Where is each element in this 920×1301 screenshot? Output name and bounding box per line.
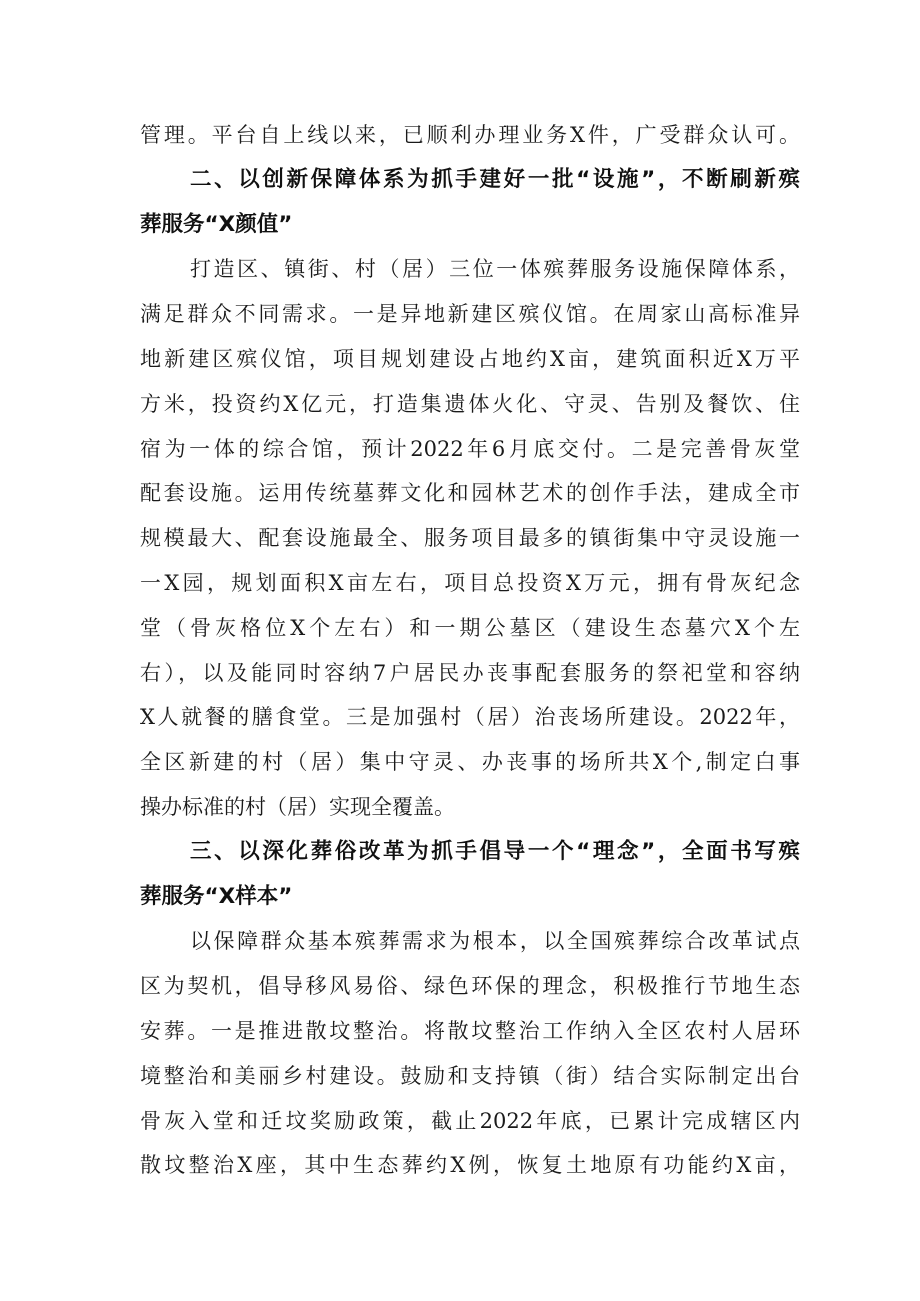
text-line: 堂（骨灰格位X个左右）和一期公墓区（建设生态墓穴X个左 bbox=[140, 615, 800, 640]
text-line: 操办标准的村（居）实现全覆盖。 bbox=[140, 794, 455, 819]
paragraph-funeral-reform bbox=[140, 919, 800, 1188]
paragraph-continuation bbox=[140, 113, 800, 158]
heading-line: 三、以深化葬俗改革为抓手倡导一个“理念”，全面书写殡 bbox=[190, 838, 800, 864]
text-line: 全区新建的村（居）集中守灵、办丧事的场所共X个,制定白事 bbox=[140, 750, 800, 775]
heading-line: 二、以创新保障体系为抓手建好一批“设施”，不断刷新殡 bbox=[190, 166, 800, 192]
section-heading-2 bbox=[140, 158, 800, 248]
paragraph-facilities bbox=[140, 247, 800, 829]
text-line: 地新建区殡仪馆，项目规划建设占地约X亩，建筑面积近X万平 bbox=[140, 346, 800, 371]
text-line: 区为契机，倡导移风易俗、绿色环保的理念，积极推行节地生态 bbox=[140, 974, 800, 999]
text-line: 以保障群众基本殡葬需求为根本，以全国殡葬综合改革试点 bbox=[190, 929, 800, 954]
text-line: X人就餐的膳食堂。三是加强村（居）治丧场所建设。2022年， bbox=[140, 705, 800, 730]
text-line: 规模最大、配套设施最全、服务项目最多的镇街集中守灵设施一 bbox=[140, 526, 800, 551]
text-line: 满足群众不同需求。一是异地新建区殡仪馆。在周家山高标准异 bbox=[140, 302, 800, 327]
text-line: 宿为一体的综合馆，预计2022年6月底交付。二是完善骨灰堂 bbox=[140, 436, 800, 461]
document-body bbox=[140, 113, 800, 1188]
text-line: 配套设施。运用传统墓葬文化和园林艺术的创作手法，建成全市 bbox=[140, 481, 800, 506]
text-line: 方米，投资约X亿元，打造集遗体火化、守灵、告别及餐饮、住 bbox=[140, 391, 800, 416]
text-line: 安葬。一是推进散坟整治。将散坟整治工作纳入全区农村人居环 bbox=[140, 1018, 800, 1043]
heading-line: 葬服务“X样本” bbox=[140, 883, 293, 909]
text-line: 境整治和美丽乡村建设。鼓励和支持镇（街）结合实际制定出台 bbox=[140, 1063, 800, 1088]
section-heading-3 bbox=[140, 830, 800, 920]
text-line: 散坟整治X座，其中生态葬约X例，恢复土地原有功能约X亩， bbox=[140, 1153, 800, 1178]
heading-line: 葬服务“X颜值” bbox=[140, 211, 293, 237]
text-line: 管理。平台自上线以来，已顺利办理业务X件，广受群众认可。 bbox=[140, 123, 800, 147]
text-line: 一X园，规划面积X亩左右，项目总投资X万元，拥有骨灰纪念 bbox=[140, 570, 800, 595]
text-line: 打造区、镇街、村（居）三位一体殡葬服务设施保障体系， bbox=[190, 257, 800, 282]
text-line: 右），以及能同时容纳7户居民办丧事配套服务的祭祀堂和容纳 bbox=[140, 660, 800, 685]
text-line: 骨灰入堂和迁坟奖励政策，截止2022年底，已累计完成辖区内 bbox=[140, 1108, 800, 1133]
